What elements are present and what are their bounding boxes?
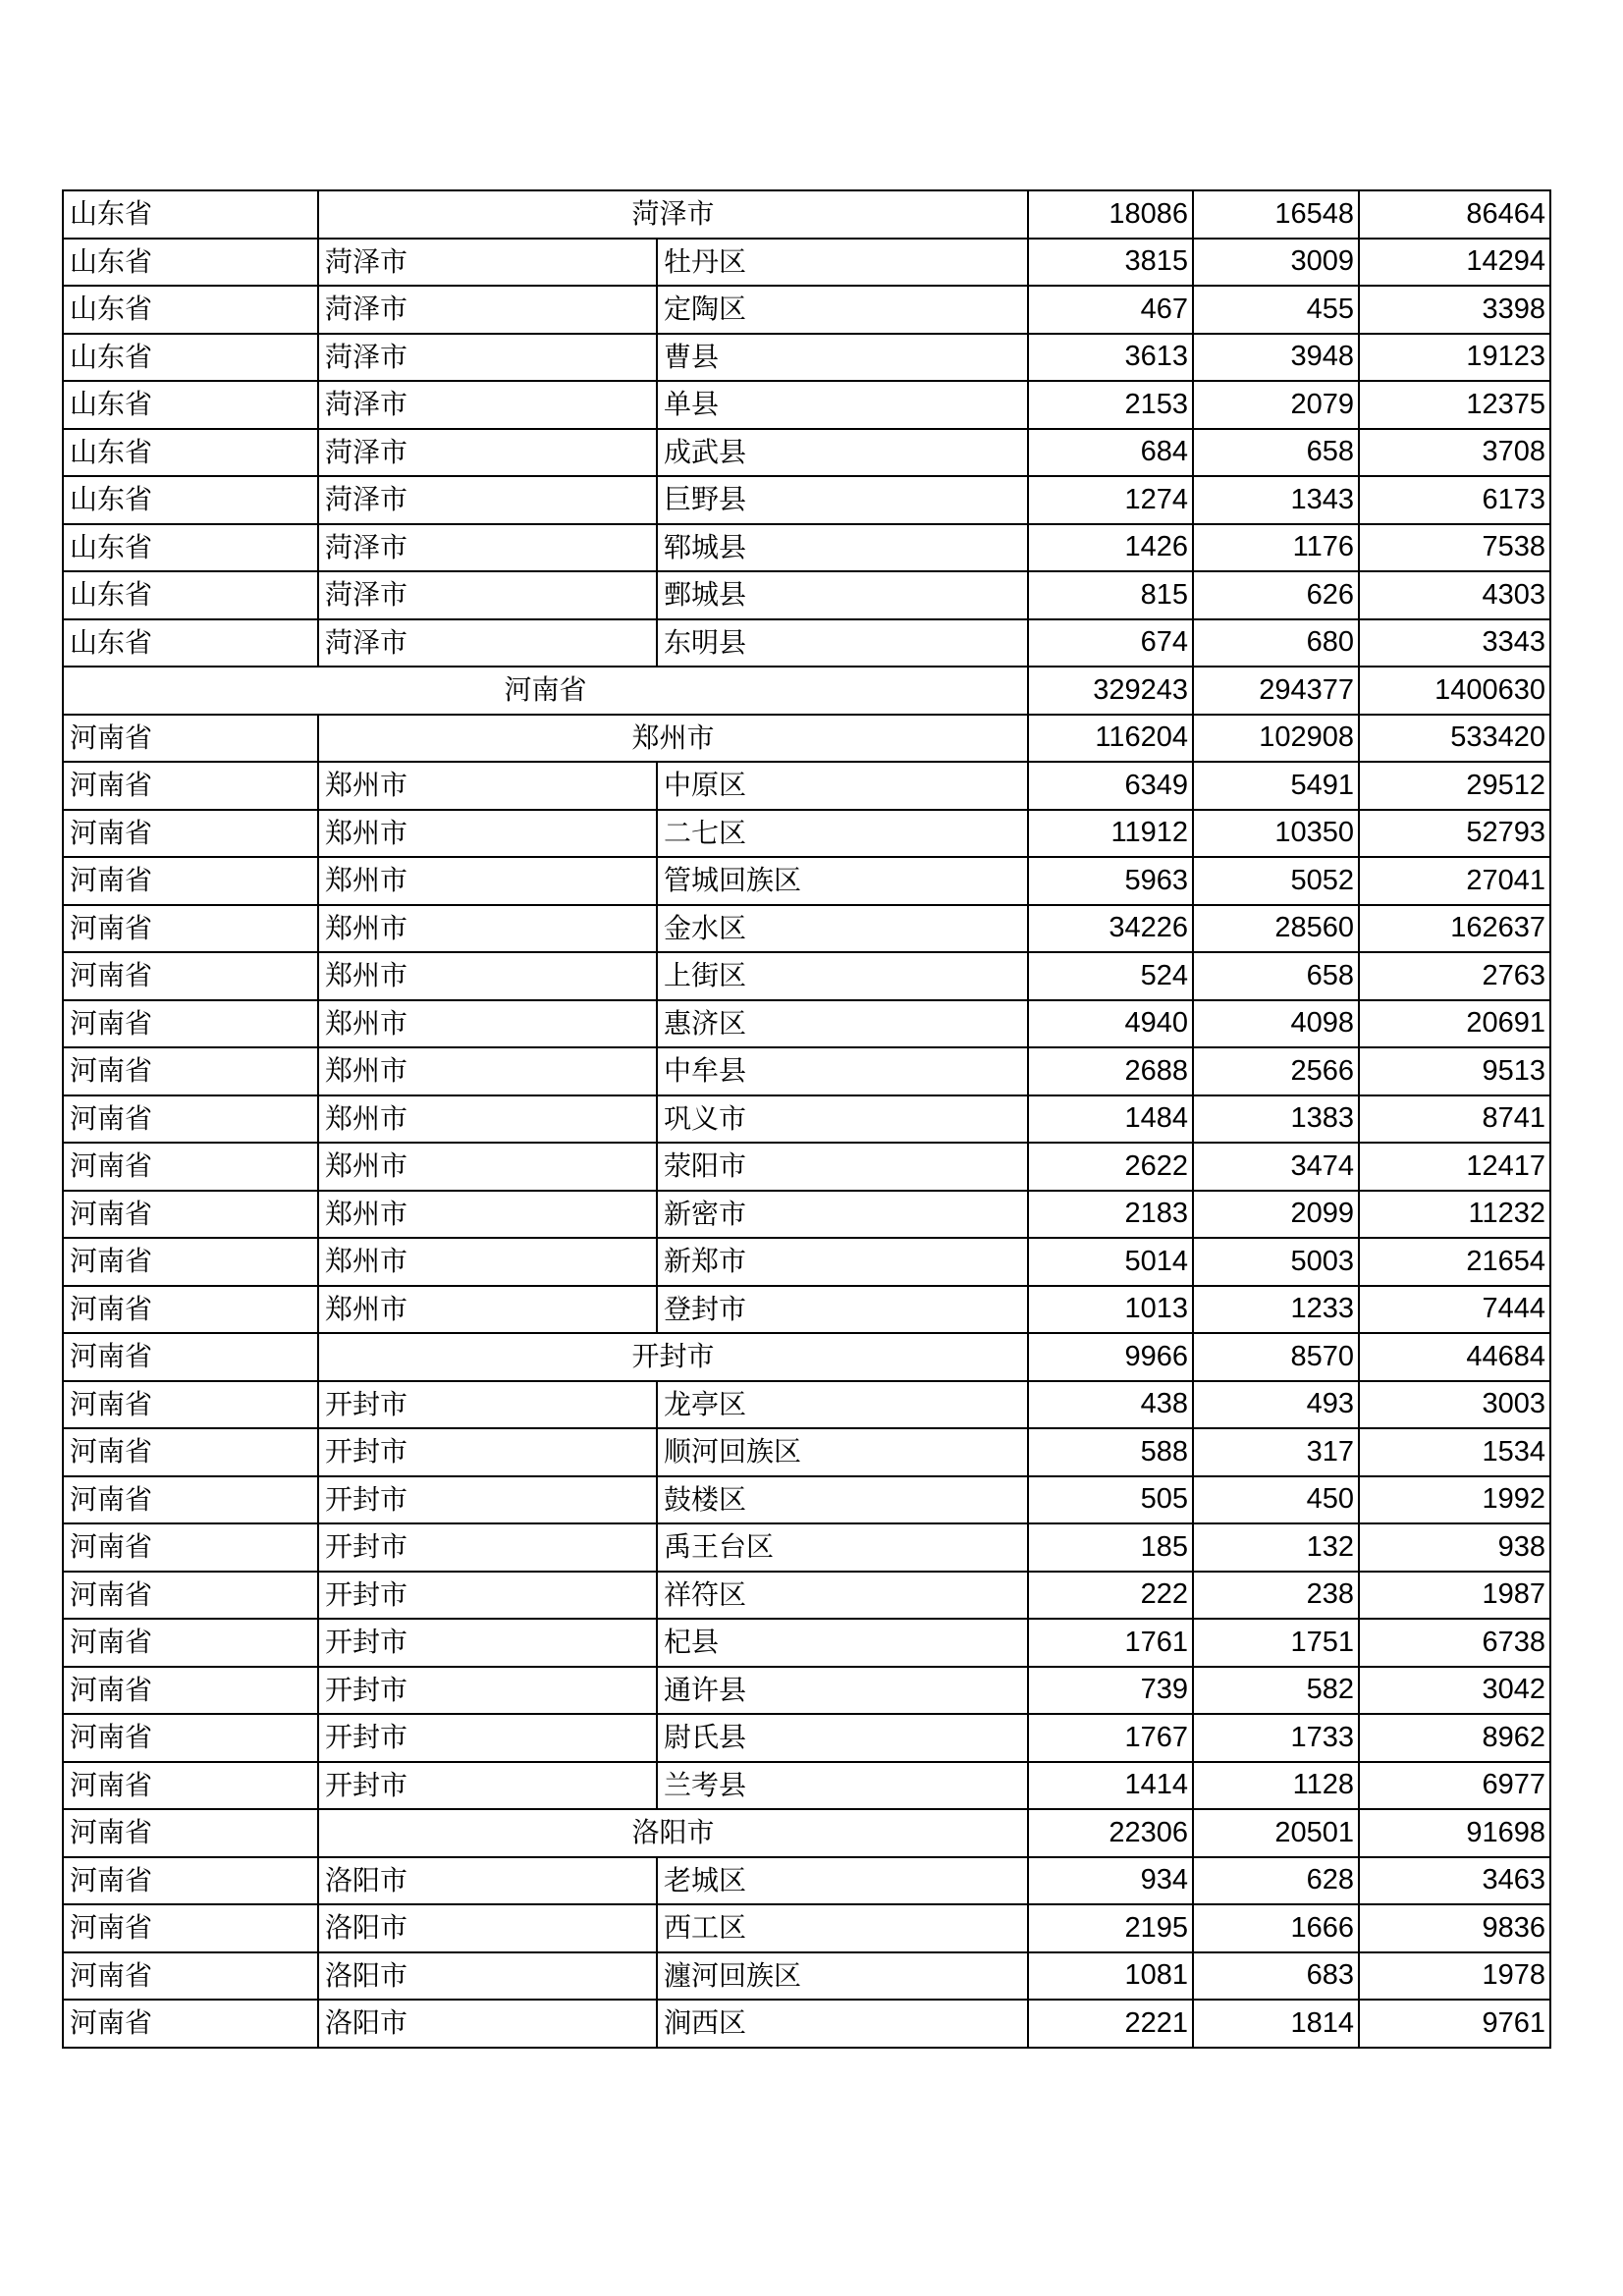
value-1-cell: 2221: [1028, 2000, 1193, 2048]
district-cell: 登封市: [657, 1286, 1028, 1334]
city-cell: 郑州市: [318, 905, 657, 953]
table-row: [63, 1904, 1550, 1952]
value-1-cell: 588: [1028, 1428, 1193, 1476]
value-1-cell: 1414: [1028, 1762, 1193, 1810]
value-3-cell: 12375: [1359, 381, 1550, 429]
value-1-cell: 1484: [1028, 1095, 1193, 1144]
city-total-cell: 开封市: [318, 1333, 1028, 1381]
value-3-cell: 3042: [1359, 1667, 1550, 1715]
table-row: [63, 286, 1550, 334]
value-3-cell: 938: [1359, 1523, 1550, 1572]
value-3-cell: 3708: [1359, 429, 1550, 477]
province-cell: 河南省: [63, 1000, 318, 1048]
value-3-cell: 11232: [1359, 1191, 1550, 1239]
province-cell: 山东省: [63, 571, 318, 619]
table-row: [63, 1952, 1550, 2001]
value-3-cell: 86464: [1359, 190, 1550, 239]
value-1-cell: 4940: [1028, 1000, 1193, 1048]
table-row: [63, 1047, 1550, 1095]
province-cell: 河南省: [63, 810, 318, 858]
city-cell: 菏泽市: [318, 476, 657, 524]
district-cell: 鼓楼区: [657, 1476, 1028, 1524]
province-cell: 山东省: [63, 619, 318, 667]
value-2-cell: 132: [1193, 1523, 1359, 1572]
value-2-cell: 1343: [1193, 476, 1359, 524]
table-row: [63, 1809, 1550, 1857]
table-row: [63, 571, 1550, 619]
table-row: [63, 1523, 1550, 1572]
district-cell: 禹王台区: [657, 1523, 1028, 1572]
district-cell: 鄄城县: [657, 571, 1028, 619]
province-cell: 河南省: [63, 857, 318, 905]
value-1-cell: 185: [1028, 1523, 1193, 1572]
value-2-cell: 658: [1193, 952, 1359, 1000]
province-cell: 河南省: [63, 1238, 318, 1286]
table-row: [63, 239, 1550, 287]
city-cell: 郑州市: [318, 1000, 657, 1048]
value-3-cell: 44684: [1359, 1333, 1550, 1381]
table-body: [63, 190, 1550, 2048]
province-cell: 河南省: [63, 1333, 318, 1381]
district-cell: 新密市: [657, 1191, 1028, 1239]
value-2-cell: 1233: [1193, 1286, 1359, 1334]
table-row: [63, 1381, 1550, 1429]
value-1-cell: 1426: [1028, 524, 1193, 572]
district-cell: 瀍河回族区: [657, 1952, 1028, 2001]
province-cell: 河南省: [63, 1286, 318, 1334]
value-3-cell: 6173: [1359, 476, 1550, 524]
value-3-cell: 7538: [1359, 524, 1550, 572]
city-cell: 菏泽市: [318, 619, 657, 667]
province-cell: 河南省: [63, 1191, 318, 1239]
value-1-cell: 1013: [1028, 1286, 1193, 1334]
province-cell: 河南省: [63, 1904, 318, 1952]
value-2-cell: 450: [1193, 1476, 1359, 1524]
value-2-cell: 1751: [1193, 1619, 1359, 1667]
province-cell: 河南省: [63, 1619, 318, 1667]
value-3-cell: 8741: [1359, 1095, 1550, 1144]
value-3-cell: 29512: [1359, 762, 1550, 810]
value-1-cell: 674: [1028, 619, 1193, 667]
province-cell: 山东省: [63, 429, 318, 477]
city-cell: 郑州市: [318, 1191, 657, 1239]
value-2-cell: 317: [1193, 1428, 1359, 1476]
city-cell: 菏泽市: [318, 571, 657, 619]
value-1-cell: 22306: [1028, 1809, 1193, 1857]
district-cell: 兰考县: [657, 1762, 1028, 1810]
city-cell: 开封市: [318, 1762, 657, 1810]
city-cell: 开封市: [318, 1572, 657, 1620]
value-3-cell: 1534: [1359, 1428, 1550, 1476]
value-3-cell: 12417: [1359, 1143, 1550, 1191]
province-cell: 河南省: [63, 1809, 318, 1857]
city-cell: 开封市: [318, 1428, 657, 1476]
district-cell: 祥符区: [657, 1572, 1028, 1620]
city-cell: 开封市: [318, 1381, 657, 1429]
value-2-cell: 28560: [1193, 905, 1359, 953]
value-2-cell: 680: [1193, 619, 1359, 667]
value-3-cell: 1987: [1359, 1572, 1550, 1620]
value-1-cell: 739: [1028, 1667, 1193, 1715]
value-2-cell: 1128: [1193, 1762, 1359, 1810]
value-1-cell: 2622: [1028, 1143, 1193, 1191]
value-3-cell: 19123: [1359, 334, 1550, 382]
city-cell: 开封市: [318, 1619, 657, 1667]
value-1-cell: 524: [1028, 952, 1193, 1000]
value-1-cell: 2195: [1028, 1904, 1193, 1952]
province-cell: 河南省: [63, 1762, 318, 1810]
district-cell: 新郑市: [657, 1238, 1028, 1286]
district-cell: 东明县: [657, 619, 1028, 667]
value-3-cell: 9513: [1359, 1047, 1550, 1095]
value-2-cell: 3474: [1193, 1143, 1359, 1191]
value-2-cell: 626: [1193, 571, 1359, 619]
value-1-cell: 1767: [1028, 1714, 1193, 1762]
city-cell: 洛阳市: [318, 2000, 657, 2048]
value-1-cell: 3613: [1028, 334, 1193, 382]
table-row: [63, 1143, 1550, 1191]
value-2-cell: 2566: [1193, 1047, 1359, 1095]
city-total-cell: 郑州市: [318, 715, 1028, 763]
city-cell: 菏泽市: [318, 286, 657, 334]
value-2-cell: 1666: [1193, 1904, 1359, 1952]
value-1-cell: 9966: [1028, 1333, 1193, 1381]
value-1-cell: 467: [1028, 286, 1193, 334]
district-cell: 荥阳市: [657, 1143, 1028, 1191]
city-cell: 菏泽市: [318, 239, 657, 287]
city-cell: 郑州市: [318, 1238, 657, 1286]
city-cell: 郑州市: [318, 952, 657, 1000]
table-row: [63, 905, 1550, 953]
district-cell: 杞县: [657, 1619, 1028, 1667]
value-1-cell: 2153: [1028, 381, 1193, 429]
value-2-cell: 3009: [1193, 239, 1359, 287]
value-3-cell: 6738: [1359, 1619, 1550, 1667]
city-cell: 开封市: [318, 1714, 657, 1762]
value-1-cell: 5963: [1028, 857, 1193, 905]
table-row: [63, 1286, 1550, 1334]
table-row: [63, 619, 1550, 667]
value-2-cell: 658: [1193, 429, 1359, 477]
table-row: [63, 1428, 1550, 1476]
value-1-cell: 1081: [1028, 1952, 1193, 2001]
district-cell: 涧西区: [657, 2000, 1028, 2048]
table-row: [63, 1238, 1550, 1286]
value-3-cell: 27041: [1359, 857, 1550, 905]
table-row: [63, 1191, 1550, 1239]
value-3-cell: 3003: [1359, 1381, 1550, 1429]
province-cell: 河南省: [63, 1523, 318, 1572]
value-2-cell: 582: [1193, 1667, 1359, 1715]
value-3-cell: 14294: [1359, 239, 1550, 287]
value-2-cell: 294377: [1193, 667, 1359, 715]
value-2-cell: 238: [1193, 1572, 1359, 1620]
province-cell: 河南省: [63, 715, 318, 763]
table-row: [63, 667, 1550, 715]
value-1-cell: 934: [1028, 1857, 1193, 1905]
city-cell: 郑州市: [318, 810, 657, 858]
province-cell: 河南省: [63, 762, 318, 810]
value-3-cell: 6977: [1359, 1762, 1550, 1810]
district-cell: 惠济区: [657, 1000, 1028, 1048]
table-row: [63, 1762, 1550, 1810]
city-cell: 开封市: [318, 1523, 657, 1572]
value-1-cell: 6349: [1028, 762, 1193, 810]
table-row: [63, 1000, 1550, 1048]
province-cell: 河南省: [63, 1476, 318, 1524]
district-cell: 巩义市: [657, 1095, 1028, 1144]
value-1-cell: 329243: [1028, 667, 1193, 715]
value-3-cell: 1400630: [1359, 667, 1550, 715]
table-row: [63, 1857, 1550, 1905]
city-cell: 菏泽市: [318, 524, 657, 572]
value-2-cell: 3948: [1193, 334, 1359, 382]
district-cell: 上街区: [657, 952, 1028, 1000]
value-3-cell: 21654: [1359, 1238, 1550, 1286]
table-row: [63, 810, 1550, 858]
value-1-cell: 3815: [1028, 239, 1193, 287]
province-cell: 河南省: [63, 1381, 318, 1429]
value-3-cell: 2763: [1359, 952, 1550, 1000]
province-total-cell: 河南省: [63, 667, 1028, 715]
table-row: [63, 429, 1550, 477]
table-row: [63, 2000, 1550, 2048]
value-3-cell: 3343: [1359, 619, 1550, 667]
city-cell: 郑州市: [318, 1095, 657, 1144]
value-1-cell: 1761: [1028, 1619, 1193, 1667]
district-cell: 曹县: [657, 334, 1028, 382]
district-cell: 成武县: [657, 429, 1028, 477]
value-2-cell: 455: [1193, 286, 1359, 334]
city-cell: 郑州市: [318, 1143, 657, 1191]
value-3-cell: 533420: [1359, 715, 1550, 763]
value-1-cell: 18086: [1028, 190, 1193, 239]
city-cell: 洛阳市: [318, 1904, 657, 1952]
city-cell: 菏泽市: [318, 429, 657, 477]
district-cell: 顺河回族区: [657, 1428, 1028, 1476]
value-1-cell: 2183: [1028, 1191, 1193, 1239]
district-cell: 中原区: [657, 762, 1028, 810]
value-1-cell: 2688: [1028, 1047, 1193, 1095]
value-2-cell: 8570: [1193, 1333, 1359, 1381]
value-2-cell: 5052: [1193, 857, 1359, 905]
province-cell: 山东省: [63, 381, 318, 429]
value-2-cell: 683: [1193, 1952, 1359, 2001]
province-cell: 河南省: [63, 1428, 318, 1476]
table-row: [63, 381, 1550, 429]
city-cell: 菏泽市: [318, 334, 657, 382]
value-2-cell: 5491: [1193, 762, 1359, 810]
province-cell: 河南省: [63, 1047, 318, 1095]
district-cell: 老城区: [657, 1857, 1028, 1905]
value-3-cell: 162637: [1359, 905, 1550, 953]
table-row: [63, 1619, 1550, 1667]
value-3-cell: 7444: [1359, 1286, 1550, 1334]
district-cell: 牡丹区: [657, 239, 1028, 287]
value-2-cell: 1176: [1193, 524, 1359, 572]
value-1-cell: 438: [1028, 1381, 1193, 1429]
value-1-cell: 1274: [1028, 476, 1193, 524]
value-1-cell: 11912: [1028, 810, 1193, 858]
value-2-cell: 4098: [1193, 1000, 1359, 1048]
district-cell: 通许县: [657, 1667, 1028, 1715]
table-row: [63, 476, 1550, 524]
city-cell: 洛阳市: [318, 1952, 657, 2001]
table-row: [63, 1476, 1550, 1524]
value-2-cell: 493: [1193, 1381, 1359, 1429]
province-cell: 河南省: [63, 1952, 318, 2001]
district-cell: 金水区: [657, 905, 1028, 953]
province-cell: 山东省: [63, 190, 318, 239]
value-2-cell: 102908: [1193, 715, 1359, 763]
province-cell: 河南省: [63, 2000, 318, 2048]
value-3-cell: 8962: [1359, 1714, 1550, 1762]
table-row: [63, 190, 1550, 239]
city-cell: 菏泽市: [318, 381, 657, 429]
value-2-cell: 20501: [1193, 1809, 1359, 1857]
table-row: [63, 762, 1550, 810]
city-cell: 郑州市: [318, 857, 657, 905]
province-cell: 山东省: [63, 476, 318, 524]
province-cell: 河南省: [63, 952, 318, 1000]
district-cell: 郓城县: [657, 524, 1028, 572]
value-3-cell: 91698: [1359, 1809, 1550, 1857]
province-cell: 河南省: [63, 1714, 318, 1762]
city-cell: 郑州市: [318, 1047, 657, 1095]
province-cell: 河南省: [63, 1572, 318, 1620]
district-cell: 定陶区: [657, 286, 1028, 334]
table-row: [63, 1333, 1550, 1381]
value-2-cell: 16548: [1193, 190, 1359, 239]
city-cell: 洛阳市: [318, 1857, 657, 1905]
value-1-cell: 116204: [1028, 715, 1193, 763]
value-1-cell: 505: [1028, 1476, 1193, 1524]
value-2-cell: 2079: [1193, 381, 1359, 429]
value-1-cell: 684: [1028, 429, 1193, 477]
table-row: [63, 1095, 1550, 1144]
city-total-cell: 洛阳市: [318, 1809, 1028, 1857]
value-1-cell: 5014: [1028, 1238, 1193, 1286]
province-cell: 河南省: [63, 1667, 318, 1715]
value-3-cell: 9836: [1359, 1904, 1550, 1952]
value-3-cell: 9761: [1359, 2000, 1550, 2048]
value-3-cell: 3463: [1359, 1857, 1550, 1905]
district-cell: 西工区: [657, 1904, 1028, 1952]
province-cell: 河南省: [63, 1095, 318, 1144]
district-cell: 巨野县: [657, 476, 1028, 524]
value-1-cell: 34226: [1028, 905, 1193, 953]
table-row: [63, 857, 1550, 905]
province-cell: 山东省: [63, 239, 318, 287]
value-1-cell: 815: [1028, 571, 1193, 619]
value-3-cell: 1992: [1359, 1476, 1550, 1524]
city-cell: 开封市: [318, 1667, 657, 1715]
value-2-cell: 2099: [1193, 1191, 1359, 1239]
province-cell: 河南省: [63, 1143, 318, 1191]
value-2-cell: 10350: [1193, 810, 1359, 858]
city-cell: 郑州市: [318, 762, 657, 810]
value-3-cell: 4303: [1359, 571, 1550, 619]
district-cell: 单县: [657, 381, 1028, 429]
value-3-cell: 20691: [1359, 1000, 1550, 1048]
table-row: [63, 524, 1550, 572]
value-2-cell: 5003: [1193, 1238, 1359, 1286]
table-row: [63, 715, 1550, 763]
province-cell: 山东省: [63, 334, 318, 382]
province-cell: 山东省: [63, 524, 318, 572]
table-row: [63, 1572, 1550, 1620]
district-cell: 二七区: [657, 810, 1028, 858]
value-3-cell: 52793: [1359, 810, 1550, 858]
table-row: [63, 952, 1550, 1000]
city-total-cell: 菏泽市: [318, 190, 1028, 239]
city-cell: 开封市: [318, 1476, 657, 1524]
table-row: [63, 1667, 1550, 1715]
province-cell: 河南省: [63, 905, 318, 953]
value-3-cell: 1978: [1359, 1952, 1550, 2001]
value-1-cell: 222: [1028, 1572, 1193, 1620]
table-row: [63, 334, 1550, 382]
data-table: [62, 189, 1551, 2049]
district-cell: 龙亭区: [657, 1381, 1028, 1429]
table-row: [63, 1714, 1550, 1762]
district-cell: 管城回族区: [657, 857, 1028, 905]
value-2-cell: 1814: [1193, 2000, 1359, 2048]
value-3-cell: 3398: [1359, 286, 1550, 334]
district-cell: 尉氏县: [657, 1714, 1028, 1762]
province-cell: 山东省: [63, 286, 318, 334]
city-cell: 郑州市: [318, 1286, 657, 1334]
value-2-cell: 1383: [1193, 1095, 1359, 1144]
district-cell: 中牟县: [657, 1047, 1028, 1095]
province-cell: 河南省: [63, 1857, 318, 1905]
value-2-cell: 628: [1193, 1857, 1359, 1905]
value-2-cell: 1733: [1193, 1714, 1359, 1762]
